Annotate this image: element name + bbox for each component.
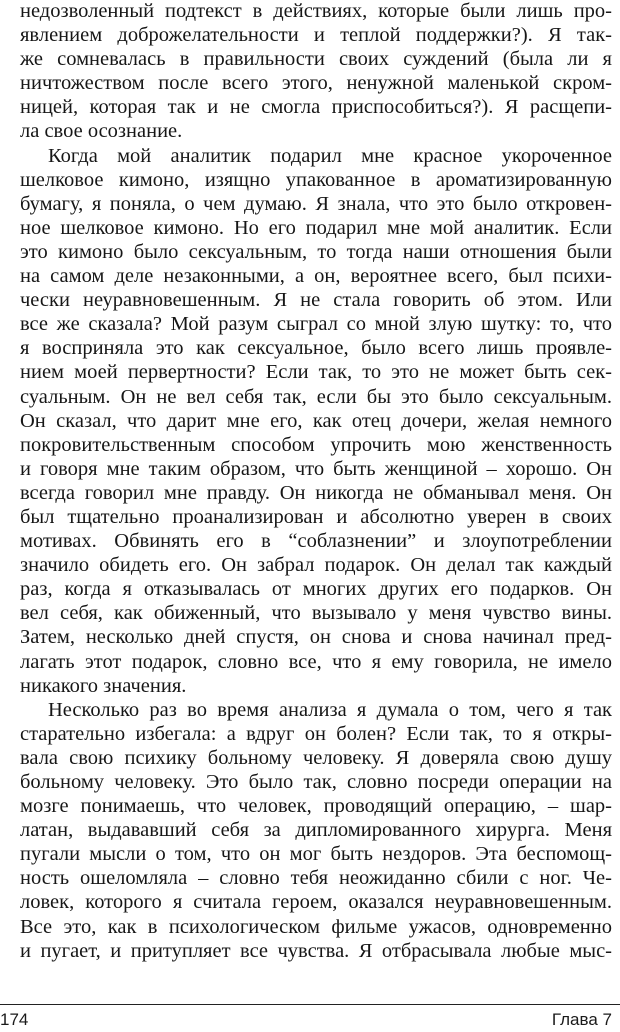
text-line: явлением доброжелательности и теплой поддержки?). Я так-	[20, 24, 612, 47]
text-line: ловек, которого я считала героем, оказался неуравновешенным.	[20, 891, 612, 914]
text-line: Он сказал, что дарит мне его, как отец дочери, желая немного	[20, 409, 612, 432]
text-line: шелковое кимоно, изящно упакованное в ароматизированную	[20, 168, 612, 191]
text-line: покровительственным способом упрочить мою женственность	[20, 433, 612, 456]
text-line: вала свою психику больному человеку. Я доверяла свою душу	[20, 746, 612, 769]
text-line: старательно избегала: а вдруг он болен? Если так, то я откры-	[20, 722, 612, 745]
text-line: ность ошеломляла – словно тебя неожиданно сбили с ног. Че-	[20, 867, 612, 890]
text-line: лагать этот подарок, словно все, что я ему говорила, не имело	[20, 650, 612, 673]
text-line: мозге понимаешь, что человек, проводящий операцию, – шар-	[20, 795, 612, 818]
text-line: больному человеку. Это было так, словно посреди операции на	[20, 771, 612, 793]
text-line: ное шелковое кимоно. Но его подарил мне мой аналитик. Если	[20, 216, 612, 239]
text-line: ничтожеством после всего этого, ненужной маленькой скром-	[20, 72, 612, 95]
text-line: значило обидеть его. Он забрал подарок. Он делал так каждый	[20, 554, 612, 577]
text-line: всегда говорил мне правду. Он никогда не обманывал меня. Он	[20, 481, 612, 504]
text-line: я восприняла это как сексуальное, было всего лишь проявле-	[20, 337, 612, 360]
body-text	[20, 0, 612, 963]
text-line: все же сказала? Мой разум сыграл со мной злую шутку: то, что	[20, 313, 612, 336]
text-line: недозволенный подтекст в действиях, которые были лишь про-	[20, 0, 612, 22]
text-line: на самом деле незаконными, а он, вероятнее всего, был психи-	[20, 265, 612, 288]
text-line: и говоря мне таким образом, что быть женщиной – хорошо. Он	[20, 457, 612, 480]
text-line: суальным. Он не вел себя так, если бы это было сексуальным.	[20, 385, 612, 408]
text-line: нием моей первертности? Если так, то это не может быть сек-	[20, 361, 612, 384]
footer-divider	[0, 1004, 620, 1005]
text-line: же сомневалась в правильности своих суждений (была ли я	[20, 48, 612, 71]
text-line: латан, выдававший себя за дипломированного хирурга. Меня	[20, 819, 612, 842]
text-line: Все это, как в психологическом фильме ужасов, одновременно	[20, 915, 612, 938]
text-line: никакого значения.	[20, 674, 187, 697]
text-line: мотивах. Обвинять его в “соблазнении” и злоупотреблении	[20, 530, 612, 553]
text-line: ницей, которая так и не смогла приспособиться?). Я расщепи-	[20, 96, 612, 119]
page-number: 174	[0, 1010, 29, 1029]
text-line: был тщательно проанализирован и абсолютно уверен в своих	[20, 505, 612, 528]
text-line: и пугает, и притупляет все чувства. Я отбрасывала любые мыс-	[20, 939, 612, 962]
text-line: вел себя, как обиженный, что вызывало у меня чувство вины.	[20, 602, 612, 625]
text-line: раз, когда я отказывалась от многих других его подарков. Он	[20, 578, 612, 601]
text-line: Когда мой аналитик подарил мне красное укороченное	[48, 144, 612, 167]
text-line: Затем, несколько дней спустя, он снова и снова начинал пред-	[20, 626, 612, 649]
chapter-label: Глава 7	[551, 1010, 612, 1029]
text-line: чески неуравновешенным. Я не стала говорить об этом. Или	[20, 289, 612, 312]
text-line: Несколько раз во время анализа я думала о том, чего я так	[48, 698, 612, 721]
text-line: пугали мысли о том, что он мог быть нездоров. Эта беспомощ-	[20, 843, 612, 866]
text-line: бумагу, я поняла, о чем думаю. Я знала, что это было откровен-	[20, 192, 612, 215]
text-line: ла свое осознание.	[20, 120, 183, 143]
text-line: это кимоно было сексуальным, то тогда наши отношения были	[20, 240, 612, 263]
